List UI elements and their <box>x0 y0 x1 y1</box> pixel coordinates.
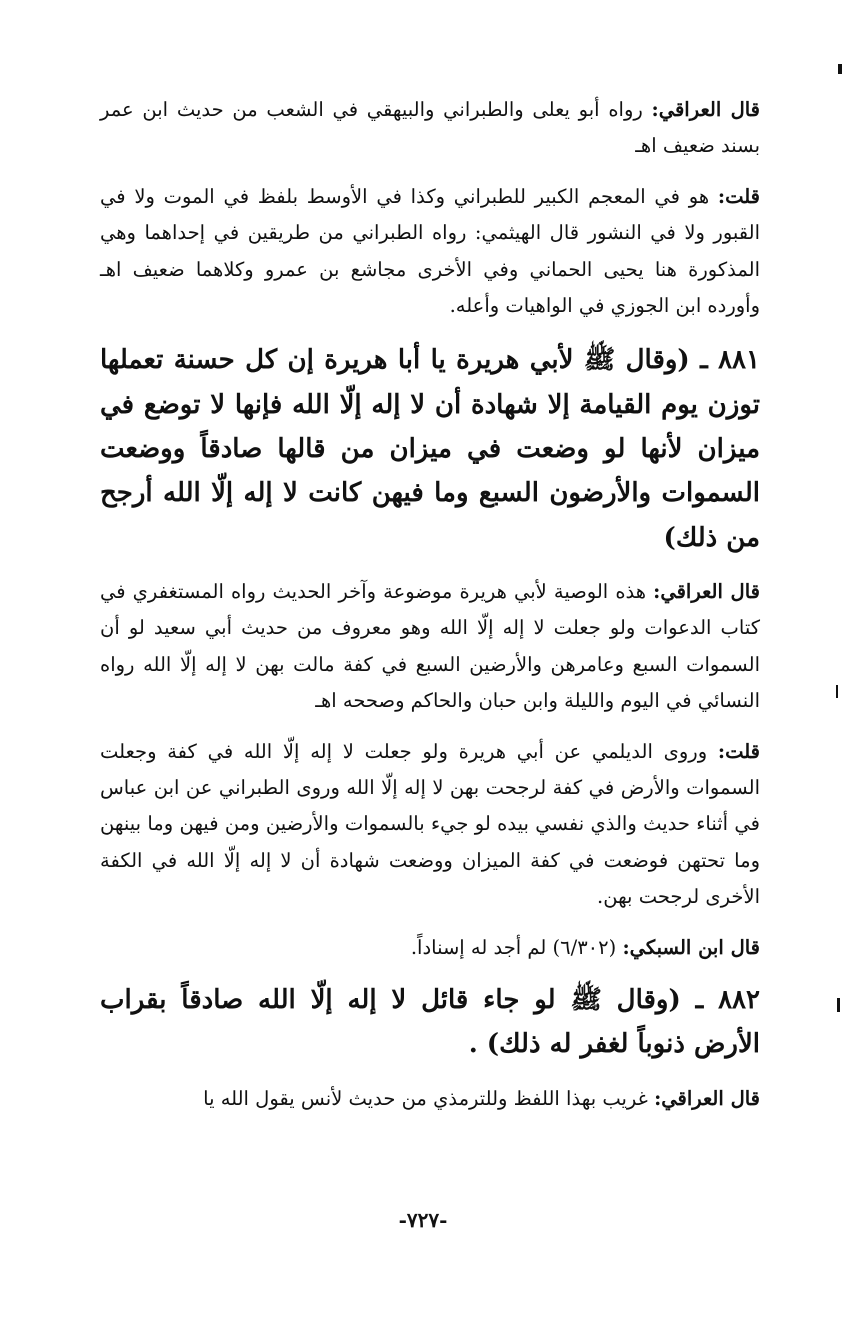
scan-mark-bottom <box>837 998 840 1012</box>
note-text: (٦/٣٠٢) لم أجد له إسناداً. <box>410 935 623 959</box>
lead-label: قال العراقي: <box>654 1086 760 1110</box>
note-text: هو في المعجم الكبير للطبراني وكذا في الأوسط بلفظ في الموت ولا في القبور ولا في النشور قال الهيثمي: رواه الطبراني من طريقين في إحداهما وهي المذكورة هنا يحيى الحماني وفي الأخرى مجاشع بن عمرو وكلاهما ضعيف اهـ وأورده ابن الجوزي في الواهيات وأعله. <box>100 184 760 318</box>
note-qultu-1 <box>100 179 760 325</box>
note-text: غريب بهذا اللفظ وللترمذي من حديث لأنس يقول الله يا <box>203 1086 655 1110</box>
scan-mark-middle <box>836 685 838 698</box>
lead-label: قلت: <box>717 739 760 763</box>
lead-label: قال العراقي: <box>651 98 760 121</box>
note-qultu-2 <box>100 734 760 916</box>
note-iraqi-2 <box>100 574 760 720</box>
note-iraqi-3 <box>100 1081 760 1117</box>
lead-label: قلت: <box>717 184 760 208</box>
note-text: وروى الديلمي عن أبي هريرة ولو جعلت لا إله إلّا الله في كفة وجعلت السموات والأرض في كفة لرجحت بهن لا إله إلّا الله وروى الطبراني عن ابن عباس في أثناء حديث والذي نفسي بيده لو جيء بالسموات والأرضين ومن فيهن وما بينهن وما تحتهن فوضعت في كفة الميزان ووضعت شهادة أن لا إله إلّا الله في الكفة الأخرى لرجحت بهن. <box>100 739 760 909</box>
lead-label: قال العراقي: <box>653 579 760 603</box>
note-text: رواه أبو يعلى والطبراني والبيهقي في الشعب من حديث ابن عمر بسند ضعيف اهـ <box>100 98 760 158</box>
page-number: -٧٢٧- <box>398 1208 448 1232</box>
hadith-881: ٨٨١ ـ (وقال ﷺ لأبي هريرة يا أبا هريرة إن كل حسنة تعملها توزن يوم القيامة إلا شهادة أن لا إله إلّا الله فإنها لا توضع في ميزان لأنها لو وضعت في ميزان من قالها صادقاً ووضعت السموات والأرضون السبع وما فيهن كانت لا إله إلّا الله أرجح من ذلك) <box>100 345 760 553</box>
page-body <box>100 92 760 1131</box>
scan-mark-top <box>838 64 842 74</box>
hadith-882: ٨٨٢ ـ (وقال ﷺ لو جاء قائل لا إله إلّا الله صادقاً بقراب الأرض ذنوباً لغفر له ذلك) . <box>100 984 760 1060</box>
note-text: هذه الوصية لأبي هريرة موضوعة وآخر الحديث رواه المستغفري في كتاب الدعوات ولو جعلت لا إله إلّا الله وهو معروف من حديث أبي سعيد لو أن السموات السبع وعامرهن والأرضين السبع في كفة مالت بهن لا إله إلّا الله رواه النسائي في اليوم والليلة وابن حبان والحاكم وصححه اهـ <box>100 579 760 713</box>
note-subki <box>100 930 760 966</box>
note-iraqi-1 <box>100 92 760 165</box>
lead-label: قال ابن السبكي: <box>622 935 760 959</box>
